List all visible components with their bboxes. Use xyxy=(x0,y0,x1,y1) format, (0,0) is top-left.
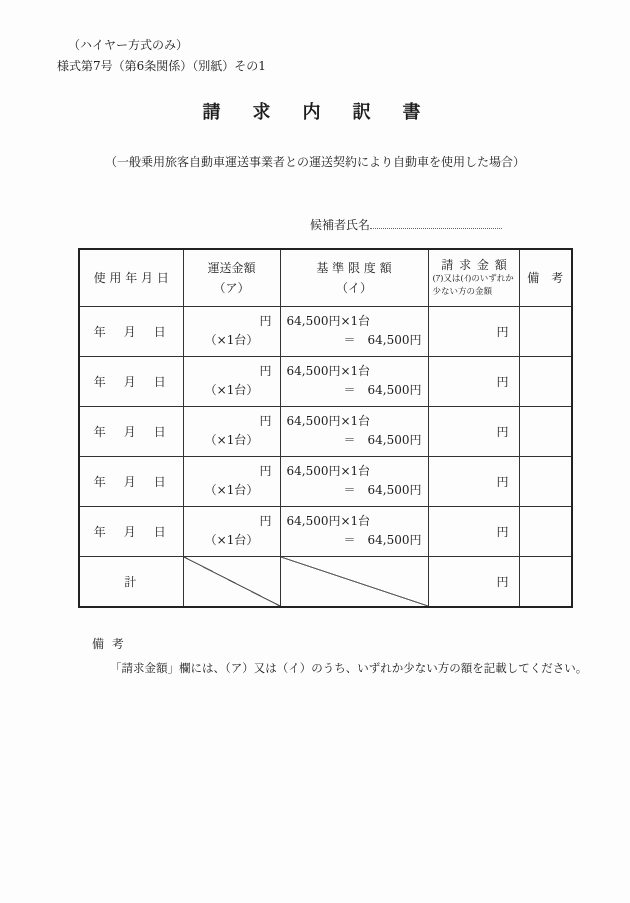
limit-amount-cell xyxy=(280,306,428,356)
form-number-note: 様式第7号（第6条関係）（別紙）その1 xyxy=(57,59,266,73)
total-row xyxy=(79,556,572,607)
total-label: 計 xyxy=(79,556,183,607)
fare-unit: 円 xyxy=(259,414,272,428)
diagonal-strike xyxy=(184,557,280,607)
footer-remarks-title: 備 考 xyxy=(92,637,126,651)
total-fare-struck-cell xyxy=(183,556,280,607)
fare-amount-cell xyxy=(183,406,280,456)
limit-result: ＝ 64,500円 xyxy=(343,483,422,497)
header-limit-marker: （イ） xyxy=(335,280,372,295)
table-header-row xyxy=(79,249,572,306)
limit-amount-cell xyxy=(280,356,428,406)
claim-amount-cell: 円 xyxy=(428,406,519,456)
footer-remarks xyxy=(0,635,630,677)
limit-result: ＝ 64,500円 xyxy=(343,533,422,547)
header-limit-label: 基 準 限 度 額 xyxy=(316,260,392,275)
claim-breakdown-table xyxy=(78,248,573,608)
limit-formula: 64,500円×1台 xyxy=(286,364,371,378)
claim-amount-cell: 円 xyxy=(428,356,519,406)
claim-amount-cell: 円 xyxy=(428,306,519,356)
table-row xyxy=(79,406,572,456)
header-claim-label: 請 求 金 額 xyxy=(441,258,508,273)
remarks-cell xyxy=(519,506,572,556)
page-subtitle: （一般乗用旅客自動車運送事業者との運送契約により自動車を使用した場合） xyxy=(104,155,525,169)
claim-amount-cell: 円 xyxy=(428,456,519,506)
header-claim-note-2: 少ない方の金額 xyxy=(432,287,493,298)
table-row xyxy=(79,506,572,556)
header-fare-marker: （ア） xyxy=(213,280,250,295)
candidate-name-label: 候補者氏名 xyxy=(310,218,371,232)
fare-unit: 円 xyxy=(259,464,272,478)
diagonal-strike xyxy=(281,557,428,607)
usage-date-cell: 年 月 日 xyxy=(79,456,183,506)
limit-result: ＝ 64,500円 xyxy=(343,433,422,447)
limit-result: ＝ 64,500円 xyxy=(343,383,422,397)
claim-amount-cell: 円 xyxy=(428,506,519,556)
table-row xyxy=(79,306,572,356)
candidate-name-field xyxy=(370,216,502,229)
table-row xyxy=(79,356,572,406)
header-fare xyxy=(183,249,280,306)
remarks-cell xyxy=(519,406,572,456)
footer-remarks-text: 「請求金額」欄には、（ア）又は（イ）のうち、いずれか少ない方の額を記載してください。 xyxy=(110,661,588,675)
header-claim-note-1: (ｱ)又は(ｲ)のいずれか xyxy=(432,274,514,285)
fare-per-car-note: （×1台） xyxy=(204,433,259,447)
limit-formula: 64,500円×1台 xyxy=(286,314,371,328)
form-identifiers xyxy=(0,0,630,77)
header-remarks: 備 考 xyxy=(519,249,572,306)
fare-amount-cell xyxy=(183,306,280,356)
fare-per-car-note: （×1台） xyxy=(204,333,259,347)
remarks-cell xyxy=(519,306,572,356)
fare-per-car-note: （×1台） xyxy=(204,483,259,497)
table-row xyxy=(79,456,572,506)
remarks-cell xyxy=(519,356,572,406)
limit-formula: 64,500円×1台 xyxy=(286,414,371,428)
limit-formula: 64,500円×1台 xyxy=(286,464,371,478)
header-claim xyxy=(428,249,519,306)
fare-amount-cell xyxy=(183,356,280,406)
fare-unit: 円 xyxy=(259,514,272,528)
usage-date-cell: 年 月 日 xyxy=(79,406,183,456)
limit-result: ＝ 64,500円 xyxy=(343,333,422,347)
limit-formula: 64,500円×1台 xyxy=(286,514,371,528)
fare-unit: 円 xyxy=(259,364,272,378)
fare-per-car-note: （×1台） xyxy=(204,383,259,397)
form-scheme-note: （ハイヤー方式のみ） xyxy=(68,38,189,52)
usage-date-cell: 年 月 日 xyxy=(79,306,183,356)
limit-amount-cell xyxy=(280,456,428,506)
fare-per-car-note: （×1台） xyxy=(204,533,259,547)
limit-amount-cell xyxy=(280,506,428,556)
total-claim-amount-cell: 円 xyxy=(428,556,519,607)
usage-date-cell: 年 月 日 xyxy=(79,356,183,406)
header-limit xyxy=(280,249,428,306)
total-limit-struck-cell xyxy=(280,556,428,607)
header-fare-label: 運送金額 xyxy=(207,260,256,275)
candidate-name-line xyxy=(310,216,630,234)
header-usage-date: 使 用 年 月 日 xyxy=(79,249,183,306)
page-title: 請 求 内 訳 書 xyxy=(202,102,428,123)
fare-unit: 円 xyxy=(259,314,272,328)
fare-amount-cell xyxy=(183,456,280,506)
usage-date-cell: 年 月 日 xyxy=(79,506,183,556)
total-remarks-cell xyxy=(519,556,572,607)
table-body xyxy=(79,306,572,607)
fare-amount-cell xyxy=(183,506,280,556)
remarks-cell xyxy=(519,456,572,506)
limit-amount-cell xyxy=(280,406,428,456)
